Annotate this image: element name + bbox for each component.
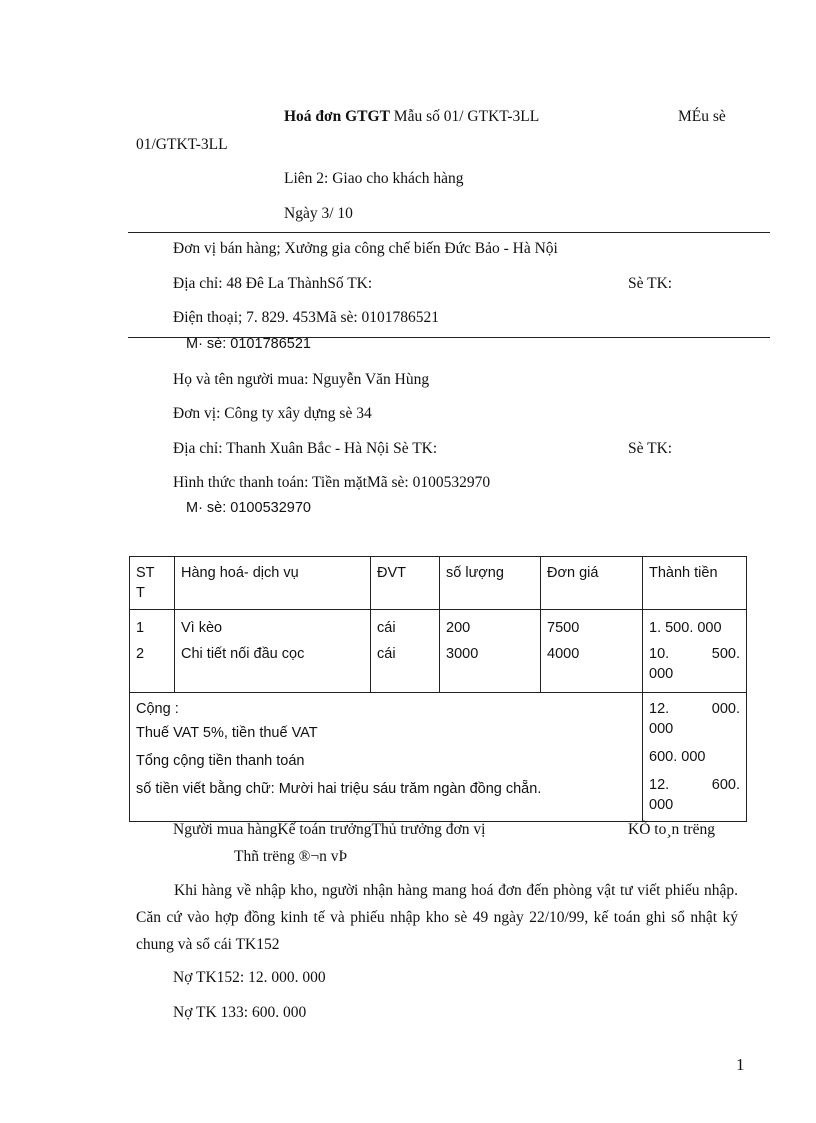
summary-grand-label: Tổng cộng tiền thanh toán bbox=[136, 752, 305, 769]
table-row bbox=[130, 644, 747, 692]
buyer-unit: Đơn vị: Công ty xây dựng sè 34 bbox=[173, 405, 372, 422]
table-header-row bbox=[130, 557, 747, 610]
row2-amount-a: 10. 500. bbox=[649, 646, 740, 662]
summary-labels bbox=[130, 692, 643, 821]
buyer-payment: Hình thức thanh toán: Tiền mặtMã sè: 0100532970 bbox=[173, 474, 491, 491]
signature-right: KÕ to¸n trëng bbox=[628, 821, 715, 838]
seller-address: Địa chỉ: 48 Đê La ThànhSố TK: bbox=[173, 275, 373, 292]
divider-top bbox=[128, 232, 770, 233]
header-unit: ĐVT bbox=[371, 557, 440, 610]
summary-grand-a: 12. 600. bbox=[649, 776, 740, 793]
seller-account: Sè TK: bbox=[628, 275, 673, 292]
header-stt-b: T bbox=[136, 585, 145, 601]
seller-phone: Điện thoại; 7. 829. 453Mã sè: 0101786521 bbox=[173, 309, 440, 326]
row1-unit: cái bbox=[371, 610, 440, 645]
summary-vat-value: 600. 000 bbox=[649, 748, 706, 765]
summary-total-b: 000 bbox=[649, 720, 674, 737]
invoice-title bbox=[284, 108, 539, 126]
form-code-line: 01/GTKT-3LL bbox=[136, 136, 228, 153]
debit-line-2: Nợ TK 133: 600. 000 bbox=[173, 1004, 307, 1021]
summary-grand-b: 000 bbox=[649, 796, 674, 813]
row2-unit: cái bbox=[371, 644, 440, 692]
buyer-account: Sè TK: bbox=[628, 440, 673, 457]
summary-vat-label: Thuế VAT 5%, tiền thuế VAT bbox=[136, 724, 318, 741]
summary-total-label: Cộng : bbox=[136, 700, 179, 717]
row1-price: 7500 bbox=[541, 610, 643, 645]
row1-goods: Vì kèo bbox=[175, 610, 371, 645]
header-amount: Thành tiền bbox=[643, 557, 747, 610]
invoice-title-bold: Hoá đơn GTGT bbox=[284, 108, 390, 125]
buyer-name: Họ và tên người mua: Nguyễn Văn Hùng bbox=[173, 371, 430, 388]
page-number: 1 bbox=[736, 1055, 745, 1074]
signature-line: Người mua hàngKế toán trưởngThủ trưởng đơn vị bbox=[173, 821, 486, 838]
body-paragraph: Khi hàng về nhập kho, người nhận hàng mang hoá đơn đến phòng vật tư viết phiếu nhập. Căn cứ vào hợp đồng kinh tế và phiếu nhập kho sè 49 ngày 22/10/99, kế toán ghi sổ nhật ký chung và sổ cái TK152 bbox=[136, 882, 738, 953]
invoice-table bbox=[129, 556, 747, 822]
row2-price: 4000 bbox=[541, 644, 643, 692]
row1-stt: 1 bbox=[130, 610, 175, 645]
form-code-right: MÉu sè bbox=[678, 108, 726, 125]
date-line: Ngày 3/ 10 bbox=[284, 205, 353, 222]
header-stt bbox=[130, 557, 175, 610]
debit-line-1: Nợ TK152: 12. 000. 000 bbox=[173, 969, 326, 986]
copy-line: Liên 2: Giao cho khách hàng bbox=[284, 170, 464, 187]
invoice-form-number: Mẫu số 01/ GTKT-3LL bbox=[389, 108, 540, 125]
table-row bbox=[130, 610, 747, 645]
row2-qty: 3000 bbox=[440, 644, 541, 692]
signature-line-2: Thñ trëng ®¬n vÞ bbox=[234, 848, 348, 865]
row1-qty: 200 bbox=[440, 610, 541, 645]
seller-name: Đơn vị bán hàng; Xưởng gia công chế biến Đức Bảo - Hà Nội bbox=[173, 240, 558, 257]
row2-amount-b: 000 bbox=[649, 666, 674, 682]
buyer-address: Địa chỉ: Thanh Xuân Bắc - Hà Nội Sè TK: bbox=[173, 440, 438, 457]
row2-goods: Chi tiết nối đầu cọc bbox=[175, 644, 371, 692]
header-qty: số lượng bbox=[440, 557, 541, 610]
buyer-tax-code: M· sè: 0100532970 bbox=[186, 500, 311, 516]
header-goods: Hàng hoá- dịch vụ bbox=[175, 557, 371, 610]
header-price: Đơn giá bbox=[541, 557, 643, 610]
summary-words-label: số tiền viết bằng chữ: Mười hai triệu sáu trăm ngàn đồng chẵn. bbox=[136, 780, 542, 797]
summary-total-a: 12. 000. bbox=[649, 700, 740, 717]
header-stt-a: ST bbox=[136, 565, 155, 581]
table-summary-row bbox=[130, 692, 747, 821]
seller-tax-code: M· sè: 0101786521 bbox=[186, 336, 311, 352]
summary-values bbox=[643, 692, 747, 821]
row1-amount: 1. 500. 000 bbox=[643, 610, 747, 645]
row2-amount bbox=[643, 644, 747, 692]
row2-stt: 2 bbox=[130, 644, 175, 692]
